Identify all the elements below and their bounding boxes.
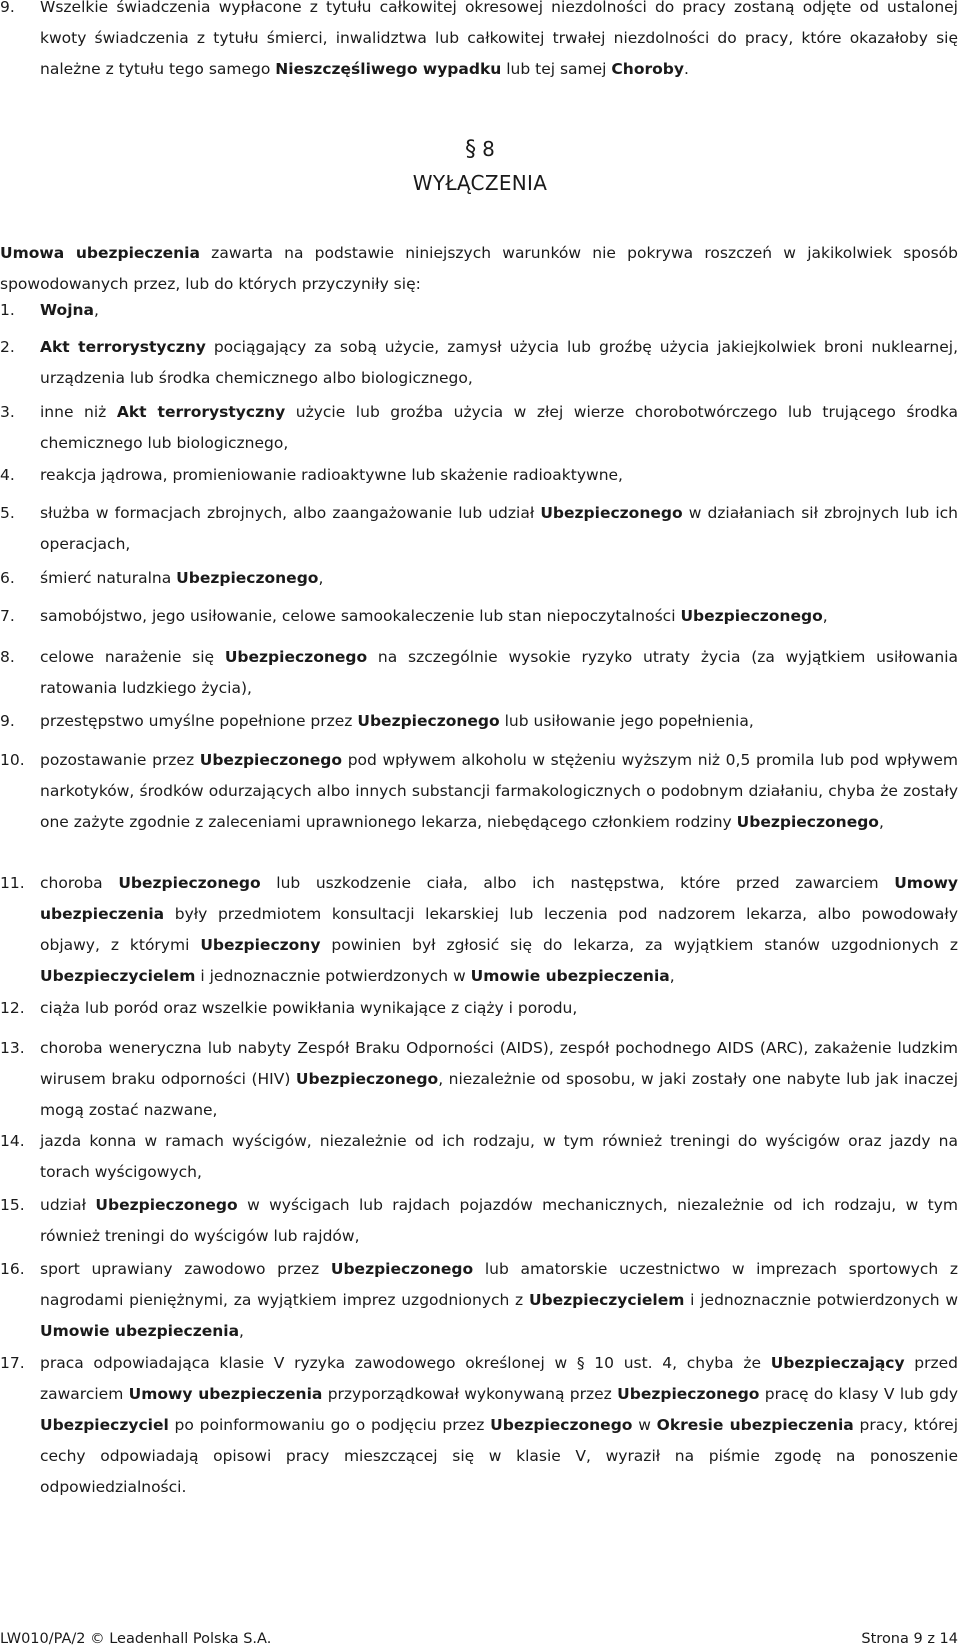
list-item — [0, 397, 958, 459]
section-number — [0, 137, 960, 162]
text-segment: w działaniach sił zbrojnych lub ich operacjach, — [40, 504, 958, 553]
text-segment: użycie lub groźba użycia w złej wierze chorobotwórczego lub trującego środka chemicznego lub biologicznego, — [40, 403, 958, 452]
item-number: 3. — [0, 403, 15, 421]
item-number: 10. — [0, 751, 25, 769]
item-text — [40, 1254, 958, 1347]
item-text — [40, 563, 958, 594]
text-segment: . — [683, 60, 689, 78]
text-segment: służba w formacjach zbrojnych, albo zaangażowanie lub udział — [40, 504, 541, 522]
section-symbol: § — [465, 137, 477, 162]
text-segment: i jednoznacznie potwierdzonych w — [195, 967, 471, 985]
text-segment: zawarta na podstawie niniejszych warunków nie pokrywa roszczeń w jakikolwiek sposób spowodowanych przez, lub do których przyczyniły się: — [0, 244, 958, 293]
defined-term: Ubezpieczonego — [680, 607, 823, 625]
item-text — [40, 0, 958, 85]
item-number: 11. — [0, 874, 25, 892]
text-segment: przed zawarciem — [40, 1354, 958, 1403]
item-text — [40, 868, 958, 992]
footer-document-id: LW010/PA/2 © Leadenhall Polska S.A. — [0, 1631, 272, 1647]
text-segment: pociągający za sobą użycie, zamysł użycia lub groźbę użycia jakiejkolwiek broni nuklearnej, urządzenia lub środka chemicznego albo biologicznego, — [40, 338, 958, 387]
list-item — [0, 1126, 958, 1188]
text-segment: po poinformowaniu go o podjęciu przez — [168, 1416, 491, 1434]
text-segment: lub uszkodzenie ciała, albo ich następstwa, które przed zawarciem — [260, 874, 895, 892]
item-text — [40, 1348, 958, 1503]
section-number-value: 8 — [482, 137, 495, 161]
text-segment: pod wpływem alkoholu w stężeniu wyższym niż 0,5 promila lub pod wpływem narkotyków, środków odurzających albo innych substancji farmakologicznych o podobnym działaniu, chyba że zostały one zażyte zgodnie z zaleceniami uprawnionego lekarza, niebędącego członkiem rodziny — [40, 751, 958, 831]
item-number: 14. — [0, 1132, 25, 1150]
text-segment: pracę do klasy V lub gdy — [759, 1385, 958, 1403]
item-number: 16. — [0, 1260, 25, 1278]
list-item — [0, 993, 958, 1024]
text-segment: jazda konna w ramach wyścigów, niezależnie od ich rodzaju, w tym również treningi do wyścigów oraz jazdy na torach wyścigowych, — [40, 1132, 958, 1181]
defined-term: Umowy ubezpieczenia — [128, 1385, 323, 1403]
defined-term: Choroby — [611, 60, 684, 78]
item-number: 9. — [0, 0, 15, 16]
text-segment: Wszelkie świadczenia wypłacone z tytułu całkowitej okresowej niezdolności do pracy zostaną odjęte od ustalonej kwoty świadczenia z tytułu śmierci, inwalidztwa lub całkowitej trwałej niezdolności do pracy, które okazałoby się należne z tytułu tego samego — [40, 0, 958, 78]
list-item — [0, 706, 958, 737]
defined-term: Ubezpieczający — [770, 1354, 905, 1372]
item-text — [40, 295, 958, 326]
defined-term: Ubezpieczonego — [617, 1385, 760, 1403]
defined-term: Ubezpieczonego — [199, 751, 343, 769]
section-title: WYŁĄCZENIA — [412, 171, 548, 195]
defined-term: Ubezpieczonego — [357, 712, 500, 730]
item-text — [40, 397, 958, 459]
item-number: 15. — [0, 1196, 25, 1214]
list-item — [0, 642, 958, 704]
text-segment: i jednoznacznie potwierdzonych w — [684, 1291, 958, 1309]
text-segment: reakcja jądrowa, promieniowanie radioaktywne lub skażenie radioaktywne, — [40, 466, 623, 484]
defined-term: Ubezpieczonego — [95, 1196, 238, 1214]
item-text — [40, 1190, 958, 1252]
defined-term: Ubezpieczonego — [295, 1070, 439, 1088]
item-number: 6. — [0, 569, 15, 587]
defined-term: Umowy ubezpieczenia — [40, 874, 959, 923]
defined-term: Ubezpieczonego — [540, 504, 683, 522]
text-segment: , — [239, 1322, 244, 1340]
list-item — [0, 563, 958, 594]
item-number: 1. — [0, 301, 15, 319]
item-text — [40, 706, 958, 737]
text-segment: sport uprawiany zawodowo przez — [40, 1260, 331, 1278]
defined-term: Umowie ubezpieczenia — [470, 967, 670, 985]
text-segment: śmierć naturalna — [40, 569, 177, 587]
text-segment: udział — [40, 1196, 96, 1214]
item-number: 12. — [0, 999, 25, 1017]
defined-term: Ubezpieczonego — [490, 1416, 633, 1434]
defined-term: Wojna — [40, 301, 95, 319]
list-item — [0, 1190, 958, 1252]
text-segment: , — [318, 569, 324, 587]
defined-term: Ubezpieczonego — [176, 569, 319, 587]
text-segment: pozostawanie przez — [40, 751, 200, 769]
item-text — [40, 993, 958, 1024]
footer-page-number: Strona 9 z 14 — [861, 1631, 958, 1647]
defined-term: Umowa ubezpieczenia — [0, 244, 200, 262]
list-item — [0, 295, 958, 326]
defined-term: Nieszczęśliwego wypadku — [275, 60, 502, 78]
defined-term: Okresie ubezpieczenia — [656, 1416, 854, 1434]
list-item — [0, 498, 958, 560]
item-number: 7. — [0, 607, 15, 625]
defined-term: Akt terrorystyczny — [40, 338, 206, 356]
defined-term: Ubezpieczonego — [330, 1260, 474, 1278]
intro-paragraph — [0, 238, 958, 300]
item-number: 17. — [0, 1354, 25, 1372]
defined-term: Ubezpieczycielem — [528, 1291, 685, 1309]
text-segment: choroba weneryczna lub nabyty Zespół Braku Odporności (AIDS), zespół pochodnego AIDS (ARC), zakażenie ludzkim wirusem braku odporności (HIV) — [40, 1039, 958, 1088]
item-text — [40, 601, 958, 632]
list-item — [0, 332, 958, 394]
text-segment: inne niż — [40, 403, 117, 421]
defined-term: Ubezpieczycielem — [40, 967, 196, 985]
text-segment: choroba — [40, 874, 119, 892]
text-segment: lub usiłowanie jego popełnienia, — [499, 712, 754, 730]
text-segment: były przedmiotem konsultacji lekarskiej lub leczenia pod nadzorem lekarza, albo powodowały objawy, z którymi — [40, 905, 958, 954]
defined-term: Ubezpieczonego — [224, 648, 368, 666]
item-text — [40, 332, 958, 394]
list-item — [0, 868, 958, 992]
item-text — [40, 1033, 958, 1126]
text-segment: , — [822, 607, 828, 625]
text-segment: w — [632, 1416, 657, 1434]
item-text — [40, 460, 958, 491]
defined-term: Umowie ubezpieczenia — [40, 1322, 240, 1340]
defined-term: Ubezpieczyciel — [40, 1416, 169, 1434]
item-text — [40, 745, 958, 838]
item-number: 5. — [0, 504, 15, 522]
defined-term: Akt terrorystyczny — [116, 403, 286, 421]
list-item — [0, 745, 958, 838]
item-number: 9. — [0, 712, 15, 730]
item-number: 13. — [0, 1039, 25, 1057]
item-number: 8. — [0, 648, 15, 666]
list-item — [0, 1033, 958, 1126]
text-segment: lub tej samej — [501, 60, 612, 78]
defined-term: Ubezpieczony — [200, 936, 321, 954]
list-item — [0, 601, 958, 632]
item-text — [40, 1126, 958, 1188]
list-item — [0, 460, 958, 491]
list-item — [0, 0, 958, 85]
text-segment: , — [669, 967, 675, 985]
text-segment: , — [878, 813, 884, 831]
text-segment: praca odpowiadająca klasie V ryzyka zawodowego określonej w § 10 ust. 4, chyba że — [40, 1354, 771, 1372]
item-text — [40, 498, 958, 560]
item-number: 4. — [0, 466, 15, 484]
text-segment: samobójstwo, jego usiłowanie, celowe samookaleczenie lub stan niepoczytalności — [40, 607, 681, 625]
text-segment: pracy, której cechy odpowiadają opisowi pracy mieszczącej się w klasie V, wyraził na piśmie zgodę na ponoszenie odpowiedzialności. — [40, 1416, 958, 1496]
text-segment: celowe narażenie się — [40, 648, 225, 666]
defined-term: Ubezpieczonego — [736, 813, 879, 831]
list-item — [0, 1254, 958, 1347]
text-segment: powinien był zgłosić się do lekarza, za wyjątkiem stanów uzgodnionych z — [320, 936, 958, 954]
list-item — [0, 1348, 958, 1503]
text-segment: , niezależnie od sposobu, w jaki zostały one nabyte lub jak inaczej mogą zostać nazwane, — [40, 1070, 958, 1119]
text-segment: na szczególnie wysokie ryzyko utraty życia (za wyjątkiem usiłowania ratowania ludzkiego życia), — [40, 648, 958, 697]
text-segment: ciąża lub poród oraz wszelkie powikłania wynikające z ciąży i porodu, — [40, 999, 578, 1017]
text-segment: w wyścigach lub rajdach pojazdów mechanicznych, niezależnie od ich rodzaju, w tym również treningi do wyścigów lub rajdów, — [40, 1196, 958, 1245]
item-number: 2. — [0, 338, 15, 356]
defined-term: Ubezpieczonego — [118, 874, 261, 892]
text-segment: lub amatorskie uczestnictwo w imprezach sportowych z nagrodami pieniężnymi, za wyjątkiem imprez uzgodnionych z — [40, 1260, 958, 1309]
text-segment: przestępstwo umyślne popełnione przez — [40, 712, 358, 730]
item-text — [40, 642, 958, 704]
text-segment: przyporządkował wykonywaną przez — [322, 1385, 618, 1403]
text-segment: , — [94, 301, 99, 319]
